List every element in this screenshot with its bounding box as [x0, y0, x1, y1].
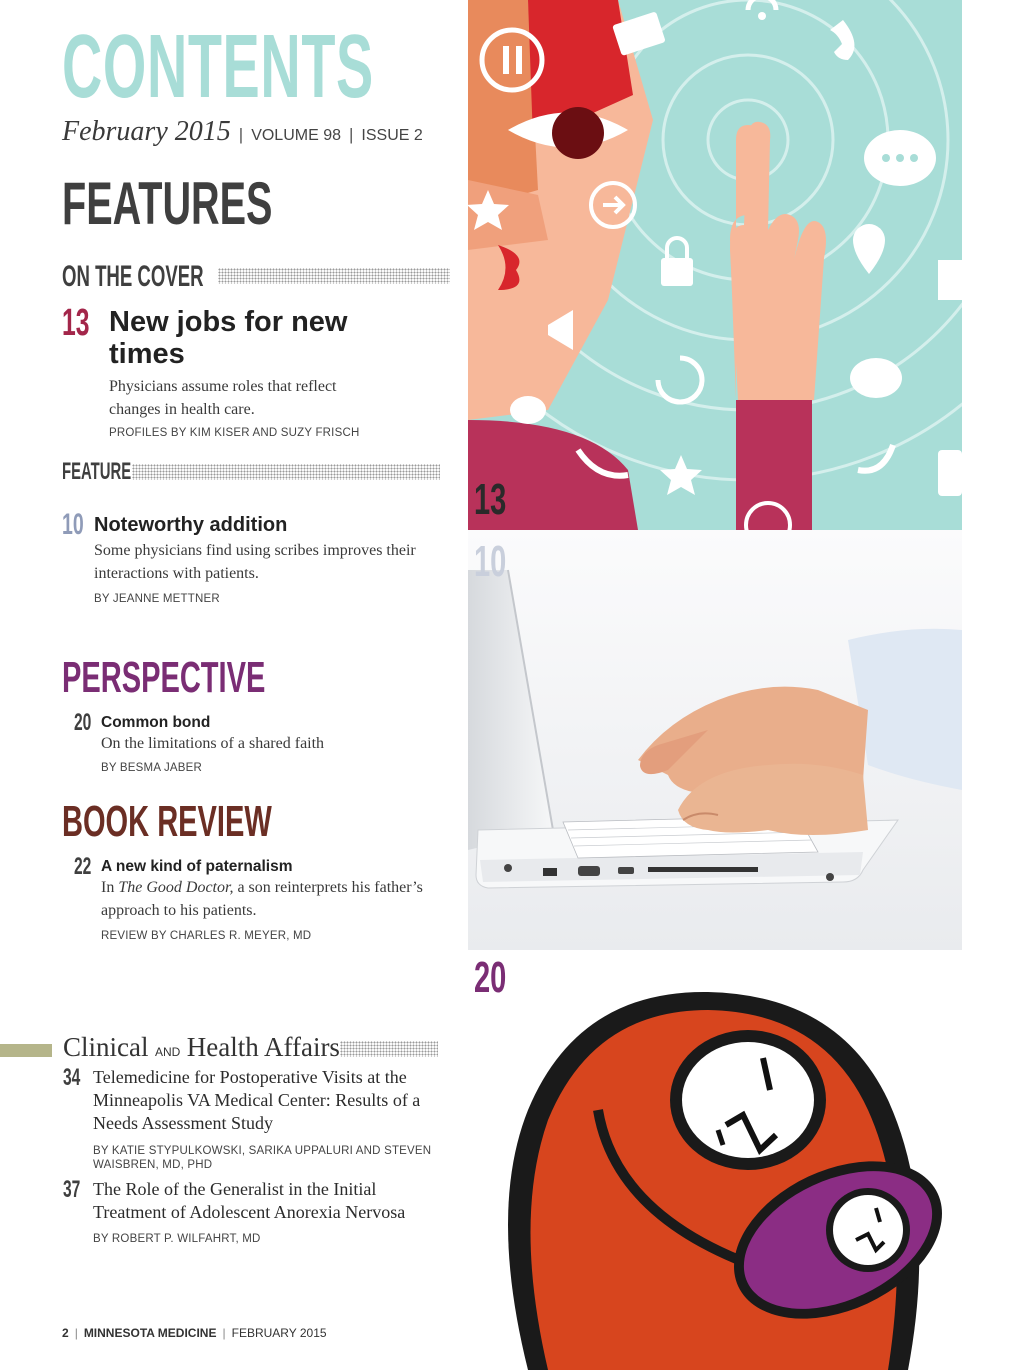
clinical-article-title[interactable]: [93, 1178, 405, 1224]
book-review-article-description: [101, 876, 423, 922]
issue-line: [62, 116, 423, 148]
clinical-article-byline: BY ROBERT P. WILFAHRT, MD: [93, 1233, 261, 1245]
cover-article-number: 13: [62, 302, 90, 344]
perspective-heading: PERSPECTIVE: [62, 653, 266, 702]
contents-title: CONTENTS: [62, 17, 374, 117]
byline-line: WAISBREN, MD, PHD: [93, 1159, 213, 1171]
divider: |: [74, 1326, 78, 1340]
on-the-cover-label: ON THE COVER: [62, 260, 204, 293]
cover-image-number: 13: [474, 475, 507, 524]
clinical-heading-word: Health Affairs: [186, 1032, 340, 1062]
feature-label: FEATURE: [62, 458, 132, 485]
dotted-rule: [218, 268, 450, 284]
feature-article-title[interactable]: Noteworthy addition: [94, 514, 288, 536]
desc-line: Some physicians find using scribes improves their: [94, 542, 416, 559]
dotted-rule: [340, 1041, 438, 1057]
divider: |: [349, 125, 354, 144]
book-review-article-number: 22: [74, 853, 92, 880]
byline-line: BY KATIE STYPULKOWSKI, SARIKA UPPALURI AND STEVEN: [93, 1145, 432, 1157]
feature-article-description: [94, 539, 416, 585]
title-line: The Role of the Generalist in the Initial: [93, 1179, 377, 1199]
desc-line: Physicians assume roles that reflect: [109, 378, 337, 395]
magazine-name: MINNESOTA MEDICINE: [83, 1326, 217, 1340]
cover-illustration-art: [468, 0, 962, 530]
issue-number: ISSUE 2: [361, 127, 423, 144]
feature-article-byline: BY JEANNE METTNER: [94, 593, 220, 605]
perspective-illustration-art: [468, 950, 962, 1370]
feature-article-number: 10: [62, 508, 84, 541]
page-footer: [62, 1326, 327, 1340]
issue-volume: VOLUME 98: [251, 127, 341, 144]
clinical-heading-word: Clinical: [63, 1032, 149, 1062]
laptop-image-number: 10: [474, 537, 507, 586]
clinical-article-number: 34: [63, 1064, 81, 1091]
cover-article-description: [109, 375, 337, 421]
desc-line: [101, 876, 423, 899]
cover-article-byline: PROFILES BY KIM KISER AND SUZY FRISCH: [109, 427, 360, 439]
laptop-photo[interactable]: [468, 530, 962, 950]
divider: |: [238, 125, 244, 144]
clinical-article-byline: [93, 1144, 431, 1172]
cover-illustration[interactable]: [468, 0, 962, 530]
book-review-article-title[interactable]: A new kind of paternalism: [101, 858, 293, 875]
cover-article-title[interactable]: [109, 307, 347, 371]
perspective-article-title[interactable]: Common bond: [101, 714, 211, 731]
desc-line: approach to his patients.: [101, 902, 257, 919]
title-line: Treatment of Adolescent Anorexia Nervosa: [93, 1202, 406, 1222]
desc-line: changes in health care.: [109, 401, 255, 418]
dotted-rule: [132, 464, 440, 480]
title-line: New jobs for new: [109, 306, 348, 338]
clinical-heading-and: AND: [154, 1045, 181, 1059]
book-review-article-byline: REVIEW BY CHARLES R. MEYER, MD: [101, 930, 312, 942]
page-number: 2: [62, 1326, 69, 1340]
issue-date: February 2015: [62, 116, 231, 147]
title-line: Needs Assessment Study: [93, 1113, 273, 1133]
divider: |: [222, 1326, 226, 1340]
book-title-italic: The Good Doctor,: [118, 879, 234, 896]
desc-line: interactions with patients.: [94, 565, 259, 582]
laptop-photo-art: [468, 530, 962, 950]
perspective-article-number: 20: [74, 709, 92, 736]
clinical-accent-bar: [0, 1044, 52, 1057]
clinical-heading: [63, 1032, 340, 1063]
desc-text: a son reinterprets his father’s: [233, 879, 423, 896]
features-heading: FEATURES: [62, 170, 273, 237]
clinical-article-number: 37: [63, 1176, 81, 1203]
footer-date: FEBRUARY 2015: [231, 1326, 327, 1340]
perspective-article-description: On the limitations of a shared faith: [101, 735, 325, 752]
title-line: Telemedicine for Postoperative Visits at the: [93, 1067, 407, 1087]
book-review-heading: BOOK REVIEW: [62, 797, 272, 846]
desc-text: In: [101, 879, 119, 896]
title-line: Minneapolis VA Medical Center: Results of a: [93, 1090, 421, 1110]
perspective-illustration[interactable]: [468, 950, 962, 1370]
perspective-article-byline: BY BESMA JABER: [101, 762, 203, 774]
clinical-article-title[interactable]: [93, 1066, 420, 1135]
perspective-image-number: 20: [474, 953, 507, 1002]
title-line: times: [109, 337, 185, 370]
